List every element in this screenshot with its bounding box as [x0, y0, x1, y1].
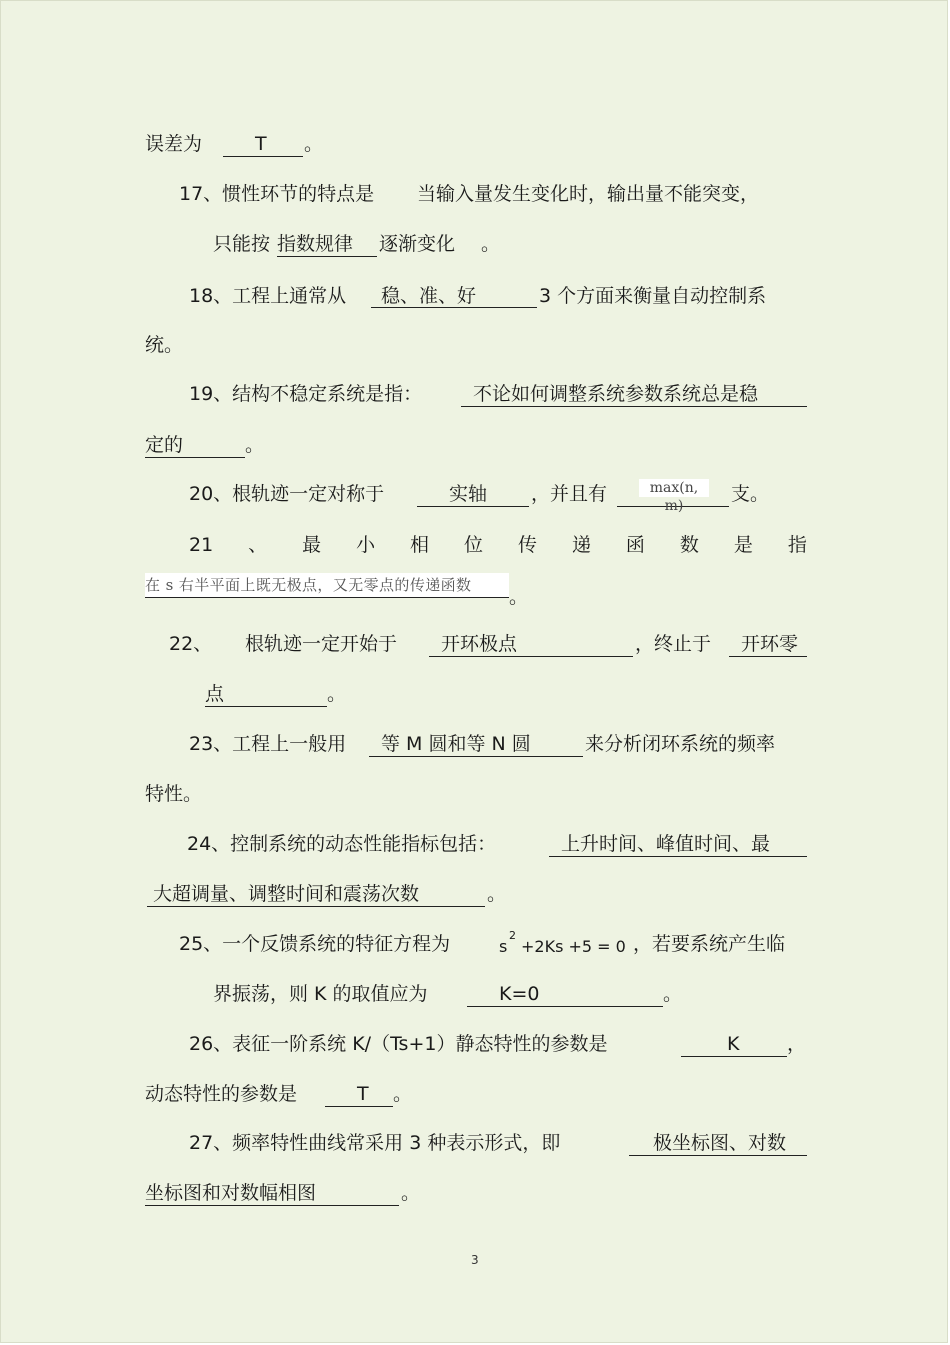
- answer-text: 逐渐变化: [379, 233, 456, 255]
- text: 。: [509, 586, 529, 608]
- answer-underline: [205, 706, 327, 707]
- max-nm-image: max(n, m): [639, 479, 709, 497]
- answer-underline: [371, 307, 537, 308]
- text: 。: [245, 434, 265, 456]
- text: 动态特性的参数是: [145, 1083, 298, 1105]
- text: 特性。: [145, 783, 203, 805]
- text: 统。: [145, 334, 184, 356]
- text: 最: [302, 534, 322, 556]
- page-number: 3: [471, 1253, 479, 1267]
- text: 指: [787, 534, 807, 556]
- answer-underline: [145, 457, 245, 458]
- text: s: [499, 937, 508, 956]
- question-26: 26、表征一阶系统 K/（Ts+1）静态特性的参数是: [189, 1033, 608, 1055]
- question-20: 20、根轨迹一定对称于: [189, 483, 385, 505]
- text: 数: [679, 534, 699, 556]
- text: 是: [733, 534, 753, 556]
- answer-text: 上升时间、峰值时间、最: [561, 833, 771, 855]
- answer-text: 不论如何调整系统参数系统总是稳: [473, 383, 759, 405]
- answer-image: 在 s 右半平面上既无极点，又无零点的传递函数: [145, 573, 509, 598]
- question-24: 24、控制系统的动态性能指标包括：: [187, 833, 497, 855]
- text: 相: [410, 534, 430, 556]
- answer-text: T: [255, 133, 267, 155]
- answer-underline: [417, 506, 529, 507]
- answer-text: 当输入量发生变化时，输出量不能突变，: [417, 183, 760, 205]
- answer-underline: [145, 1205, 399, 1206]
- question-25: 25、一个反馈系统的特征方程为: [179, 933, 451, 955]
- text: 。: [487, 883, 507, 905]
- text: 。: [663, 983, 683, 1005]
- equation: +2Ks +5 = 0: [521, 937, 626, 956]
- text: 根轨迹一定开始于: [245, 633, 398, 655]
- text: 21: [189, 534, 214, 556]
- answer-underline: [147, 906, 485, 907]
- answer-underline: [369, 756, 583, 757]
- question-27: 27、频率特性曲线常采用 3 种表示形式，即: [189, 1132, 561, 1154]
- text: 支。: [731, 483, 770, 505]
- question-19: 19、结构不稳定系统是指：: [189, 383, 423, 405]
- answer-text: 大超调量、调整时间和震荡次数: [153, 883, 420, 905]
- answer-text: 实轴: [449, 483, 488, 505]
- answer-text: 坐标图和对数幅相图: [145, 1182, 317, 1204]
- text: 函: [625, 534, 645, 556]
- answer-text: 开环极点: [441, 633, 518, 655]
- text: ，若要系统产生临: [633, 933, 786, 955]
- question-23: 23、工程上一般用: [189, 733, 347, 755]
- text-line: [145, 132, 202, 156]
- answer-text: 等 M 圆和等 N 圆: [381, 733, 531, 755]
- question-22: 22、: [169, 633, 213, 655]
- text: 小: [356, 534, 376, 556]
- answer-underline: [429, 656, 633, 657]
- text: 。: [304, 133, 324, 155]
- answer-underline: [461, 406, 807, 407]
- answer-text: K=0: [499, 983, 540, 1005]
- answer-underline: [729, 656, 807, 657]
- answer-text: 开环零: [741, 633, 799, 655]
- answer-underline: [467, 1006, 663, 1007]
- superscript: 2: [509, 929, 516, 942]
- text: 误差为: [145, 133, 203, 155]
- equation: [499, 935, 507, 959]
- answer-text: 定的: [145, 434, 184, 456]
- answer-text: 点: [205, 683, 225, 705]
- text: 、: [248, 534, 268, 556]
- answer-text: 稳、准、好: [381, 285, 477, 307]
- text: 。: [401, 1182, 421, 1204]
- answer-underline: [325, 1106, 393, 1107]
- text: 只能按: [213, 233, 271, 255]
- answer-underline: [549, 856, 807, 857]
- text: 位: [464, 534, 484, 556]
- answer-text: K: [727, 1033, 740, 1055]
- text: ，: [787, 1033, 807, 1055]
- answer-text: 指数规律: [277, 233, 354, 255]
- text: ，并且有: [531, 483, 608, 505]
- text: 。: [393, 1083, 413, 1105]
- text: 3 个方面来衡量自动控制系: [539, 285, 767, 307]
- answer-text: T: [357, 1083, 369, 1105]
- question-18: 18、工程上通常从: [189, 285, 347, 307]
- text: 来分析闭环系统的频率: [585, 733, 776, 755]
- text: 递: [571, 534, 591, 556]
- answer-underline: [277, 256, 377, 257]
- question-21: [189, 533, 807, 557]
- text: 界振荡，则 K 的取值应为: [213, 983, 428, 1005]
- answer-underline: [223, 156, 303, 157]
- question-17: 17、惯性环节的特点是: [179, 183, 375, 205]
- text: 传: [517, 534, 537, 556]
- text: ，终止于: [635, 633, 712, 655]
- text: 。: [327, 683, 347, 705]
- answer-text: 极坐标图、对数: [653, 1132, 787, 1154]
- answer-underline: [629, 1155, 807, 1156]
- answer-underline: [681, 1056, 787, 1057]
- text: 。: [481, 233, 501, 255]
